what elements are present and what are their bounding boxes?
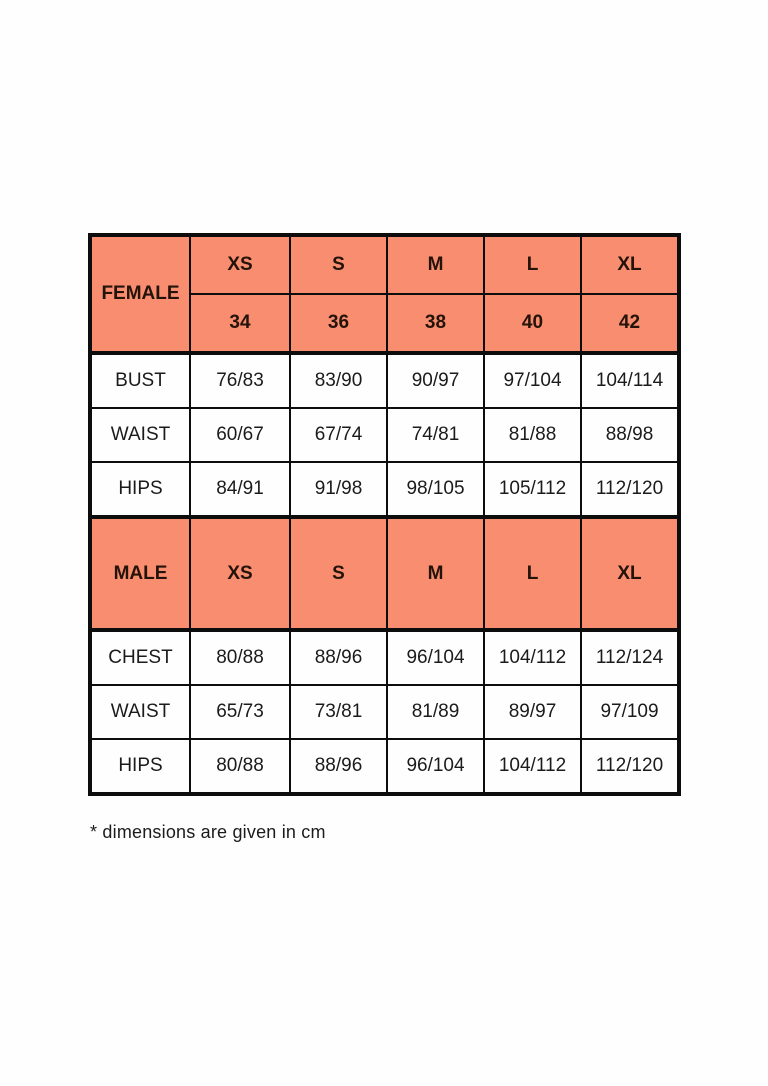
male-size-s-cell: S bbox=[290, 517, 387, 630]
measurement-cell: 97/109 bbox=[581, 685, 679, 739]
measurement-cell: 73/81 bbox=[290, 685, 387, 739]
female-hips-row bbox=[90, 462, 679, 517]
male-size-xs-cell: XS bbox=[190, 517, 290, 630]
female-size-number-36-cell: 36 bbox=[290, 294, 387, 353]
measurement-cell: 96/104 bbox=[387, 630, 484, 685]
measurement-cell: 104/112 bbox=[484, 630, 581, 685]
measurement-cell: 88/96 bbox=[290, 739, 387, 794]
female-size-m-cell: M bbox=[387, 235, 484, 294]
female-size-s-cell: S bbox=[290, 235, 387, 294]
measurement-cell: 112/124 bbox=[581, 630, 679, 685]
male-header-row bbox=[90, 517, 679, 630]
row-label-cell: WAIST bbox=[90, 408, 190, 462]
female-size-xs-cell: XS bbox=[190, 235, 290, 294]
measurement-cell: 67/74 bbox=[290, 408, 387, 462]
measurement-cell: 60/67 bbox=[190, 408, 290, 462]
female-size-number-34-cell: 34 bbox=[190, 294, 290, 353]
row-label-cell: WAIST bbox=[90, 685, 190, 739]
measurement-cell: 84/91 bbox=[190, 462, 290, 517]
female-size-number-42-cell: 42 bbox=[581, 294, 679, 353]
row-label-cell: CHEST bbox=[90, 630, 190, 685]
measurement-cell: 105/112 bbox=[484, 462, 581, 517]
measurement-cell: 80/88 bbox=[190, 739, 290, 794]
measurement-cell: 112/120 bbox=[581, 462, 679, 517]
size-chart-table bbox=[88, 233, 681, 796]
measurement-cell: 80/88 bbox=[190, 630, 290, 685]
measurement-cell: 81/89 bbox=[387, 685, 484, 739]
male-size-xl-cell: XL bbox=[581, 517, 679, 630]
measurement-cell: 88/98 bbox=[581, 408, 679, 462]
female-section-label: FEMALE bbox=[90, 235, 190, 353]
male-chest-row bbox=[90, 630, 679, 685]
measurement-cell: 65/73 bbox=[190, 685, 290, 739]
measurement-cell: 88/96 bbox=[290, 630, 387, 685]
measurement-cell: 89/97 bbox=[484, 685, 581, 739]
dimensions-footnote: * dimensions are given in cm bbox=[90, 822, 326, 842]
female-size-l-cell: L bbox=[484, 235, 581, 294]
male-hips-row bbox=[90, 739, 679, 794]
measurement-cell: 104/114 bbox=[581, 353, 679, 408]
measurement-cell: 74/81 bbox=[387, 408, 484, 462]
female-size-number-38-cell: 38 bbox=[387, 294, 484, 353]
row-label-cell: HIPS bbox=[90, 462, 190, 517]
male-section-label: MALE bbox=[90, 517, 190, 630]
row-label-cell: HIPS bbox=[90, 739, 190, 794]
measurement-cell: 112/120 bbox=[581, 739, 679, 794]
measurement-cell: 90/97 bbox=[387, 353, 484, 408]
measurement-cell: 81/88 bbox=[484, 408, 581, 462]
measurement-cell: 91/98 bbox=[290, 462, 387, 517]
measurement-cell: 98/105 bbox=[387, 462, 484, 517]
female-size-xl-cell: XL bbox=[581, 235, 679, 294]
female-waist-row bbox=[90, 408, 679, 462]
female-header-row bbox=[90, 235, 679, 294]
row-label-cell: BUST bbox=[90, 353, 190, 408]
measurement-cell: 97/104 bbox=[484, 353, 581, 408]
measurement-cell: 83/90 bbox=[290, 353, 387, 408]
female-bust-row bbox=[90, 353, 679, 408]
measurement-cell: 76/83 bbox=[190, 353, 290, 408]
male-size-l-cell: L bbox=[484, 517, 581, 630]
measurement-cell: 96/104 bbox=[387, 739, 484, 794]
male-waist-row bbox=[90, 685, 679, 739]
female-size-number-40-cell: 40 bbox=[484, 294, 581, 353]
measurement-cell: 104/112 bbox=[484, 739, 581, 794]
male-size-m-cell: M bbox=[387, 517, 484, 630]
